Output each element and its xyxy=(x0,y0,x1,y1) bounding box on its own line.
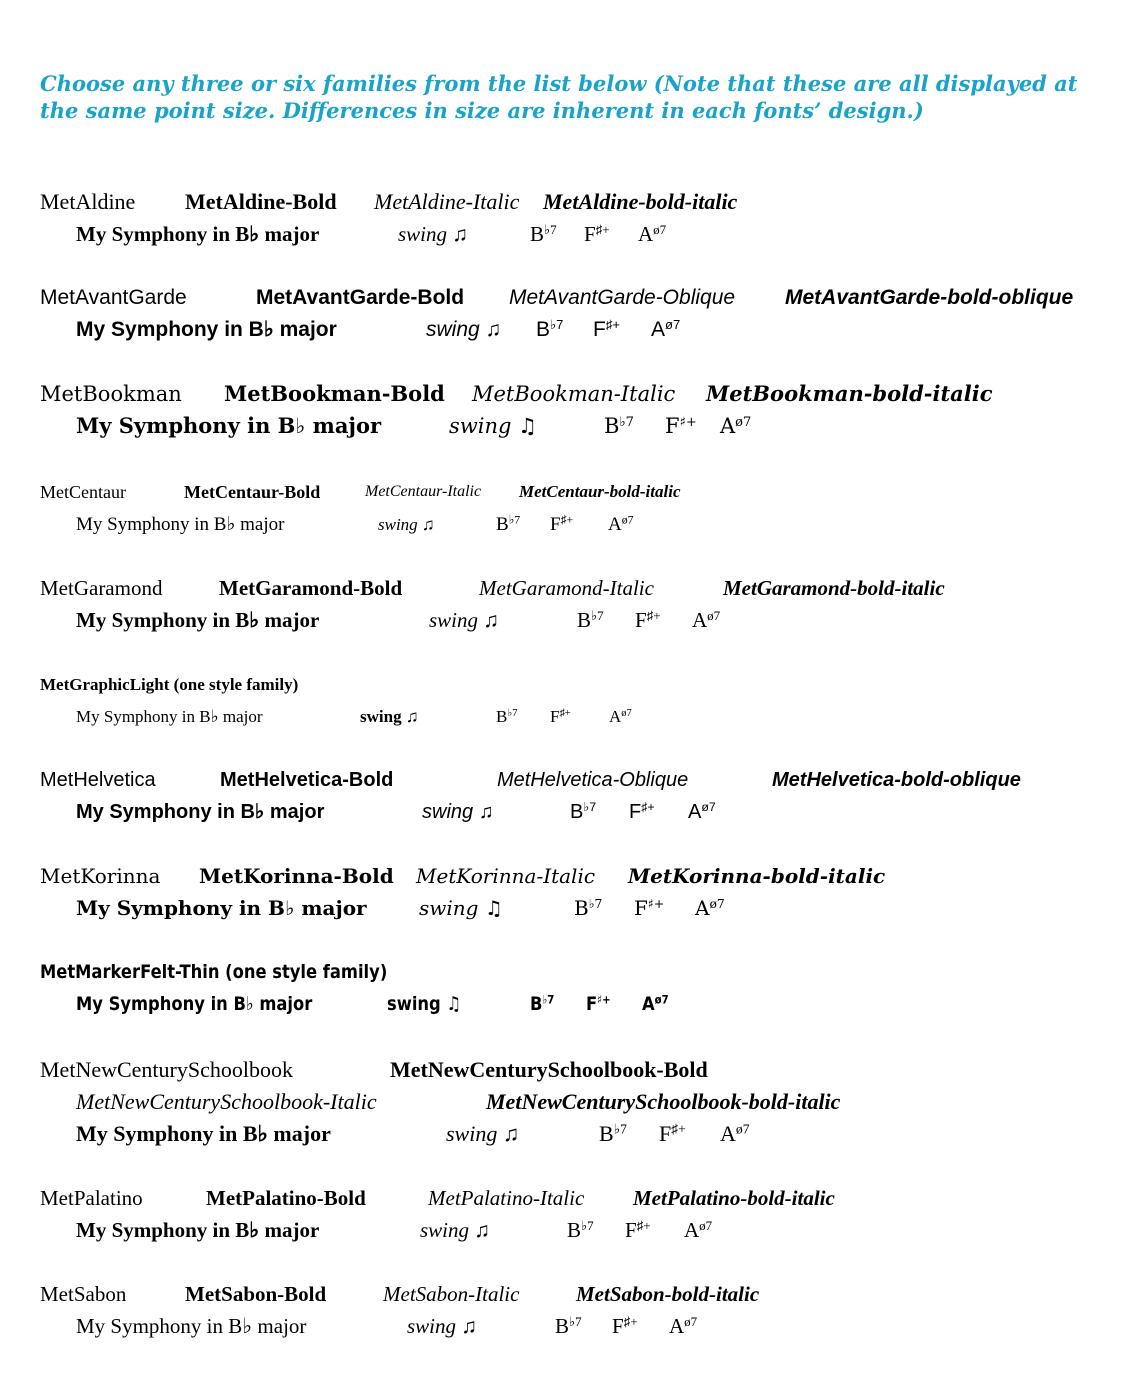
font-name-regular: MetPalatino xyxy=(40,1186,143,1210)
sample-swing: swing ♫ xyxy=(407,1314,478,1338)
sample-line-palatino xyxy=(0,1214,1146,1246)
sample-line-graphiclight xyxy=(0,701,1146,733)
intro-text: Choose any three or six families from the list below (Note that these are all displayed at the same point size. Differences in size are inherent in each fonts’ design.) xyxy=(40,71,1078,123)
font-name-bold: MetBookman-Bold xyxy=(224,381,445,406)
font-names-palatino xyxy=(0,1182,1146,1214)
sample-symphony: My Symphony in B♭ major xyxy=(76,1218,320,1242)
chord-f: F♯+ xyxy=(612,1313,638,1338)
font-name-bold: MetSabon-Bold xyxy=(185,1282,327,1306)
font-name-regular: MetSabon xyxy=(40,1282,127,1306)
font-name-italic: MetPalatino-Italic xyxy=(428,1186,585,1210)
chord-f: F♯+ xyxy=(635,607,661,632)
chord-a: $A^{ø7}$ xyxy=(720,414,752,438)
chord-f: F♯+ xyxy=(550,707,571,726)
chord-a: $A^{ø7}$ xyxy=(684,1217,713,1242)
chord-f: F♯+ xyxy=(629,800,655,823)
font-name-regular: MetGraphicLight (one style family) xyxy=(40,675,299,694)
font-names-markerfelt xyxy=(0,956,1146,988)
sample-symphony: My Symphony in B♭ major xyxy=(76,896,367,920)
sample-swing: swing ♫ xyxy=(426,318,502,341)
font-name-italic: MetBookman-Italic xyxy=(472,382,676,406)
chord-b: $B^{♭7}$ xyxy=(530,221,557,246)
font-name-italic: MetKorinna-Italic xyxy=(416,864,596,888)
font-name-italic: MetNewCenturySchoolbook-Italic xyxy=(76,1089,377,1114)
sample-line-markerfelt xyxy=(0,988,1146,1020)
font-names-helvetica xyxy=(0,764,1146,796)
sample-line-avantgarde xyxy=(0,314,1146,346)
font-name-regular: MetKorinna xyxy=(40,864,161,888)
font-name-italic: MetHelvetica-Oblique xyxy=(497,769,689,791)
font-name-regular: MetMarkerFelt-Thin (one style family) xyxy=(40,961,388,983)
chord-b: $B^{♭7}$ xyxy=(599,1121,627,1146)
font-name-bold: MetKorinna-Bold xyxy=(199,864,394,888)
sample-swing: swing ♫ xyxy=(398,222,469,246)
chord-b: $B^{♭7}$ xyxy=(570,800,597,823)
chord-b: $B^{♭7}$ xyxy=(496,513,521,535)
font-name-bold-italic: MetKorinna-bold-italic xyxy=(628,864,886,888)
sample-line-sabon xyxy=(0,1310,1146,1342)
chord-f: F♯+ xyxy=(634,896,665,920)
chord-f: F♯+ xyxy=(550,513,574,535)
font-name-regular: MetHelvetica xyxy=(40,769,156,791)
font-names-ncs-row2 xyxy=(0,1086,1146,1118)
sample-line-centaur xyxy=(0,509,1146,541)
font-names-korinna xyxy=(0,860,1146,892)
font-name-regular: MetGaramond xyxy=(40,576,163,600)
font-name-bold-italic: MetHelvetica-bold-oblique xyxy=(772,769,1021,791)
sample-swing: swing ♫ xyxy=(387,993,462,1015)
font-name-bold-italic: MetNewCenturySchoolbook-bold-italic xyxy=(486,1089,841,1114)
font-name-regular: MetCentaur xyxy=(40,482,126,502)
sample-line-bookman xyxy=(0,410,1146,442)
chord-f: F♯+ xyxy=(584,221,610,246)
chord-f: F♯+ xyxy=(665,414,697,438)
chord-a: $A^{ø7}$ xyxy=(608,513,634,535)
sample-line-korinna xyxy=(0,892,1146,924)
sample-swing: swing ♫ xyxy=(378,515,435,534)
font-names-garamond xyxy=(0,572,1146,604)
sample-symphony: My Symphony in B♭ major xyxy=(76,514,285,535)
chord-b: $B^{♭7}$ xyxy=(567,1217,594,1242)
font-name-regular: MetNewCenturySchoolbook xyxy=(40,1057,293,1082)
font-name-bold: MetCentaur-Bold xyxy=(184,482,321,502)
sample-line-garamond xyxy=(0,604,1146,636)
font-names-sabon xyxy=(0,1278,1146,1310)
font-name-italic: MetAvantGarde-Oblique xyxy=(509,286,736,309)
font-name-bold: MetNewCenturySchoolbook-Bold xyxy=(390,1057,708,1082)
chord-a: $A^{ø7}$ xyxy=(651,316,681,341)
chord-f: F♯+ xyxy=(659,1121,686,1146)
sample-symphony: My Symphony in B♭ major xyxy=(76,1314,307,1338)
font-name-bold-italic: MetGaramond-bold-italic xyxy=(723,576,945,600)
font-name-italic: MetGaramond-Italic xyxy=(479,576,654,600)
font-name-italic: MetSabon-Italic xyxy=(383,1282,520,1306)
sample-line-ncs xyxy=(0,1118,1146,1150)
chord-a: $A^{ø7}$ xyxy=(638,221,667,246)
sample-symphony: My Symphony in B♭ major xyxy=(76,318,337,341)
sample-symphony: My Symphony in B♭ major xyxy=(76,1121,331,1146)
font-names-aldine xyxy=(0,186,1146,218)
sample-symphony: My Symphony in B♭ major xyxy=(76,608,320,632)
font-names-graphiclight xyxy=(0,669,1146,701)
chord-f: F♯+ xyxy=(586,992,611,1015)
sample-symphony: My Symphony in B♭ major xyxy=(76,801,325,823)
sample-swing: swing ♫ xyxy=(420,1218,491,1242)
chord-a: $A^{ø7}$ xyxy=(642,992,669,1015)
sample-line-helvetica xyxy=(0,796,1146,828)
font-name-bold-italic: MetAldine-bold-italic xyxy=(543,189,738,214)
chord-a: $A^{ø7}$ xyxy=(688,800,716,823)
font-name-bold: MetPalatino-Bold xyxy=(206,1186,366,1210)
font-names-centaur xyxy=(0,476,1146,508)
chord-b: $B^{♭7}$ xyxy=(536,316,564,341)
font-names-bookman xyxy=(0,378,1146,410)
sample-swing: swing ♫ xyxy=(419,896,503,920)
chord-a: $A^{ø7}$ xyxy=(609,707,632,726)
font-names-ncs-row1 xyxy=(0,1054,1146,1086)
sample-swing: swing ♫ xyxy=(429,608,500,632)
sample-symphony: My Symphony in B♭ major xyxy=(76,707,263,726)
sample-symphony: My Symphony in B♭ major xyxy=(76,222,320,246)
chord-b: $B^{♭7}$ xyxy=(496,707,518,726)
sample-swing: swing ♫ xyxy=(422,801,494,823)
font-names-avantgarde xyxy=(0,282,1146,314)
chord-b: $B^{♭7}$ xyxy=(604,414,634,438)
font-name-regular: MetAldine xyxy=(40,189,136,214)
font-name-regular: MetBookman xyxy=(40,382,182,406)
chord-b: $B^{♭7}$ xyxy=(574,896,603,920)
font-name-italic: MetCentaur-Italic xyxy=(365,483,482,500)
chord-a: $A^{ø7}$ xyxy=(692,607,721,632)
chord-f: F♯+ xyxy=(593,316,620,341)
sample-line-aldine xyxy=(0,218,1146,250)
font-name-bold-italic: MetAvantGarde-bold-oblique xyxy=(785,286,1074,309)
sample-swing: swing ♫ xyxy=(449,414,537,438)
font-name-italic: MetAldine-Italic xyxy=(374,189,520,214)
chord-b: $B^{♭7}$ xyxy=(577,607,604,632)
sample-symphony: My Symphony in B♭ major xyxy=(76,413,382,438)
font-name-bold: MetHelvetica-Bold xyxy=(220,769,394,791)
sample-swing: swing ♫ xyxy=(446,1121,520,1146)
font-name-bold: MetAldine-Bold xyxy=(185,189,337,214)
font-name-bold-italic: MetSabon-bold-italic xyxy=(576,1282,760,1306)
sample-symphony: My Symphony in B♭ major xyxy=(76,993,313,1015)
chord-f: F♯+ xyxy=(625,1217,651,1242)
chord-a: $A^{ø7}$ xyxy=(720,1121,750,1146)
font-name-bold: MetGaramond-Bold xyxy=(219,576,403,600)
font-name-bold: MetAvantGarde-Bold xyxy=(256,286,465,309)
sample-swing: swing ♫ xyxy=(360,707,419,726)
chord-a: $A^{ø7}$ xyxy=(695,896,725,920)
font-name-bold-italic: MetPalatino-bold-italic xyxy=(633,1186,835,1210)
chord-b: $B^{♭7}$ xyxy=(530,992,555,1015)
chord-b: $B^{♭7}$ xyxy=(555,1313,582,1338)
font-name-regular: MetAvantGarde xyxy=(40,286,187,309)
chord-a: $A^{ø7}$ xyxy=(669,1313,698,1338)
font-name-bold-italic: MetCentaur-bold-italic xyxy=(519,482,681,501)
font-name-bold-italic: MetBookman-bold-italic xyxy=(706,381,993,406)
